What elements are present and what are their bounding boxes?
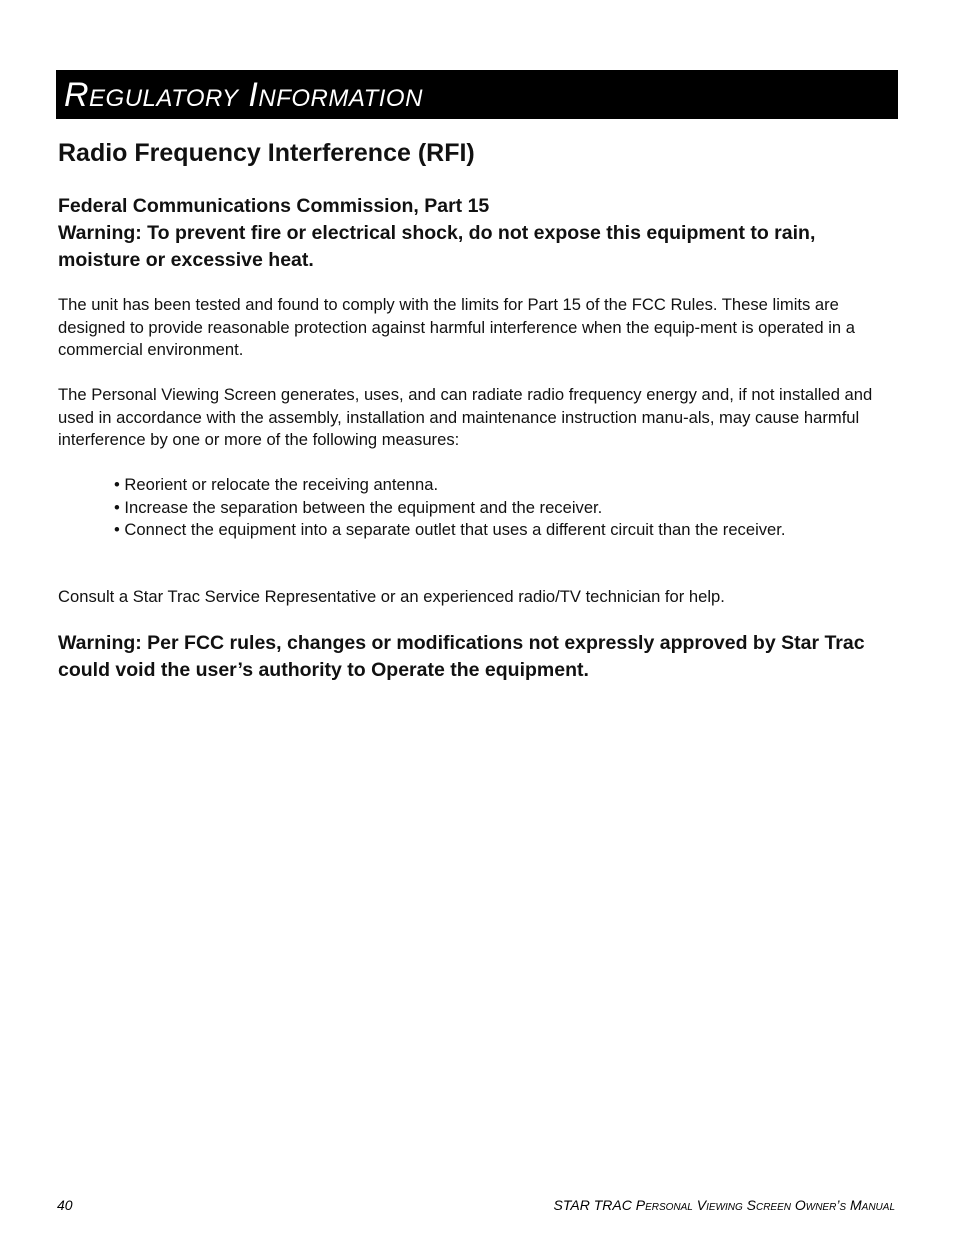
compliance-paragraph: The unit has been tested and found to comply with the limits for Part 15 of the FCC Rules. These limits are designed to provide reasonable protection against harmful interference when the equip-ment is operated in a commercial environment. bbox=[58, 295, 856, 359]
interference-paragraph: The Personal Viewing Screen generates, uses, and can radiate radio frequency energy and, if not installed and used in accordance with the assembly, installation and maintenance instruction manu-als, may cause harmful interference by one or more of the following measures: bbox=[58, 385, 873, 449]
warning-top: Warning: To prevent fire or electrical shock, do not expose this equipment to rain, moisture or excessive heat. bbox=[58, 222, 816, 271]
page-title: Regulatory Information bbox=[64, 76, 423, 114]
header-bar bbox=[56, 70, 898, 119]
measures-list bbox=[114, 474, 834, 542]
list-item: • Connect the equipment into a separate outlet that uses a different circuit than the receiver. bbox=[114, 520, 786, 539]
fcc-subheading: Federal Communications Commission, Part 15 bbox=[58, 195, 490, 217]
list-item: • Increase the separation between the equipment and the receiver. bbox=[114, 497, 603, 517]
consult-paragraph: Consult a Star Trac Service Representative or an experienced radio/TV technician for help. bbox=[58, 587, 725, 606]
section-title: Radio Frequency Interference (RFI) bbox=[58, 139, 475, 167]
warning-bottom: Warning: Per FCC rules, changes or modifications not expressly approved by Star Trac could void the user’s authority to Operate the equipment. bbox=[58, 632, 865, 681]
page-number: 40 bbox=[57, 1197, 73, 1213]
footer-manual-title: STAR TRAC Personal Viewing Screen Owner’s Manual bbox=[553, 1197, 895, 1213]
list-item: • Reorient or relocate the receiving antenna. bbox=[114, 475, 439, 494]
